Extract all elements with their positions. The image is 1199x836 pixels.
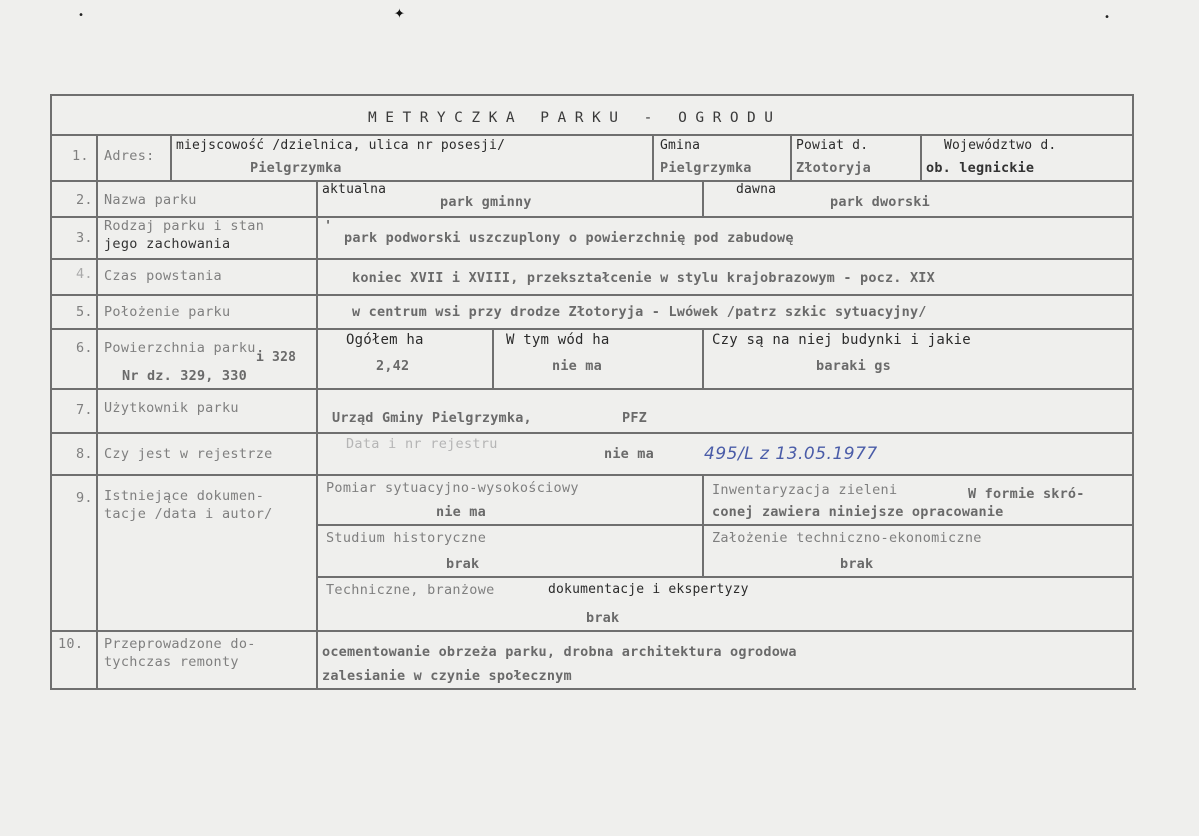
park-type-label-1: Rodzaj parku i stan <box>104 218 265 234</box>
column-divider <box>790 134 792 180</box>
punch-mark: ✦ <box>394 2 405 23</box>
column-divider <box>316 180 318 690</box>
survey-label: Pomiar sytuacyjno-wysokościowy <box>326 480 579 496</box>
row-divider <box>50 134 1134 136</box>
water-area-value: nie ma <box>552 358 602 374</box>
repairs-value-1: ocementowanie obrzeża parku, drobna architektura ogrodowa <box>322 644 797 660</box>
location-value: w centrum wsi przy drodze Złotoryja - Lwówek /patrz szkic sytuacyjny/ <box>352 304 927 320</box>
repairs-label-1: Przeprowadzone do- <box>104 636 256 652</box>
row-number: 6. <box>76 340 93 356</box>
user-value: Urząd Gminy Pielgrzymka, <box>332 410 532 426</box>
column-divider <box>652 134 654 180</box>
current-name-value: park gminny <box>440 194 532 210</box>
creation-time-label: Czas powstania <box>104 268 222 284</box>
column-divider <box>702 474 704 576</box>
row-divider <box>50 432 1134 434</box>
documentation-label-1: Istniejące dokumen- <box>104 488 265 504</box>
address-label: Adres: <box>104 148 155 164</box>
row-number: 9. <box>76 490 93 506</box>
inventory-label: Inwentaryzacja zieleni <box>712 482 898 498</box>
card-title: METRYCZKA PARKU - OGRODU <box>368 110 782 126</box>
register-handwritten-entry: 495/L z 13.05.1977 <box>704 444 878 464</box>
row-divider <box>316 524 1134 526</box>
history-study-value: brak <box>446 556 480 572</box>
tech-eco-label: Założenie techniczno-ekonomiczne <box>712 530 982 546</box>
location-label: Położenie parku <box>104 304 231 320</box>
inventory-value-2: conej zawiera niniejsze opracowanie <box>712 504 1004 520</box>
row-number: 8. <box>76 446 93 462</box>
former-name-value: park dworski <box>830 194 930 210</box>
park-type-label-2: jego zachowania <box>104 236 231 252</box>
user-label: Użytkownik parku <box>104 400 239 416</box>
area-label: Powierzchnia parku <box>104 340 256 356</box>
column-divider <box>170 134 172 180</box>
row-divider <box>50 180 1134 182</box>
plot-number: Nr dz. 329, 330 <box>122 368 247 384</box>
creation-time-value: koniec XVII i XVIII, przekształcenie w stylu krajobrazowym - pocz. XIX <box>352 270 935 286</box>
technical-docs-label-1: Techniczne, branżowe <box>326 582 495 598</box>
buildings-label: Czy są na niej budynki i jakie <box>712 332 971 348</box>
water-area-label: W tym wód ha <box>506 332 610 348</box>
register-label: Czy jest w rejestrze <box>104 446 273 462</box>
powiat-value: Złotoryja <box>796 160 871 176</box>
column-divider <box>96 134 98 690</box>
row-divider <box>316 576 1134 578</box>
row-number: 3. <box>76 230 93 246</box>
table-border-left <box>50 94 52 690</box>
row-number: 2. <box>76 192 93 208</box>
punch-mark: • <box>1104 12 1111 23</box>
plot-suffix: i 328 <box>256 350 297 365</box>
register-value: nie ma <box>604 446 654 462</box>
former-name-label: dawna <box>736 182 777 197</box>
column-divider <box>920 134 922 180</box>
locality-value: Pielgrzymka <box>250 160 342 176</box>
history-study-label: Studium historyczne <box>326 530 487 546</box>
row-number: 4. <box>76 266 93 282</box>
row-divider <box>50 258 1134 260</box>
current-name-label: aktualna <box>322 182 387 197</box>
buildings-value: baraki gs <box>816 358 891 374</box>
row-divider <box>50 294 1134 296</box>
total-area-value: 2,42 <box>376 358 410 374</box>
documentation-label-2: tacje /data i autor/ <box>104 506 273 522</box>
user-extra: PFZ <box>622 410 647 426</box>
column-divider <box>702 328 704 388</box>
table-border-bottom <box>50 688 1136 690</box>
row-divider <box>50 474 1134 476</box>
row-divider <box>50 328 1134 330</box>
technical-docs-label-2: dokumentacje i ekspertyzy <box>548 582 749 597</box>
gmina-label: Gmina <box>660 138 701 153</box>
row-number: 1. <box>72 148 89 164</box>
survey-value: nie ma <box>436 504 486 520</box>
technical-docs-value: brak <box>586 610 620 626</box>
punch-mark: • <box>78 10 85 21</box>
row-divider <box>50 630 1134 632</box>
table-border-right <box>1132 94 1134 690</box>
row-divider <box>50 388 1134 390</box>
inventory-value-1: W formie skró- <box>968 486 1085 502</box>
apostrophe-mark: ' <box>324 218 333 234</box>
park-name-label: Nazwa parku <box>104 192 197 208</box>
total-area-label: Ogółem ha <box>346 332 424 348</box>
column-divider <box>702 180 704 216</box>
row-number: 10. <box>58 636 84 652</box>
powiat-label: Powiat d. <box>796 138 869 153</box>
repairs-label-2: tychczas remonty <box>104 654 239 670</box>
repairs-value-2: zalesianie w czynie społecznym <box>322 668 572 684</box>
table-border-top <box>50 94 1134 96</box>
voivodeship-value: ob. legnickie <box>926 160 1035 176</box>
row-number: 5. <box>76 304 93 320</box>
park-type-value: park podworski uszczuplony o powierzchnię pod zabudowę <box>344 230 794 246</box>
voivodeship-label: Województwo d. <box>944 138 1057 153</box>
tech-eco-value: brak <box>840 556 874 572</box>
register-date-label: Data i nr rejestru <box>346 436 498 452</box>
row-number: 7. <box>76 402 93 418</box>
locality-label: miejscowość /dzielnica, ulica nr posesji/ <box>176 138 506 153</box>
column-divider <box>492 328 494 388</box>
gmina-value: Pielgrzymka <box>660 160 752 176</box>
